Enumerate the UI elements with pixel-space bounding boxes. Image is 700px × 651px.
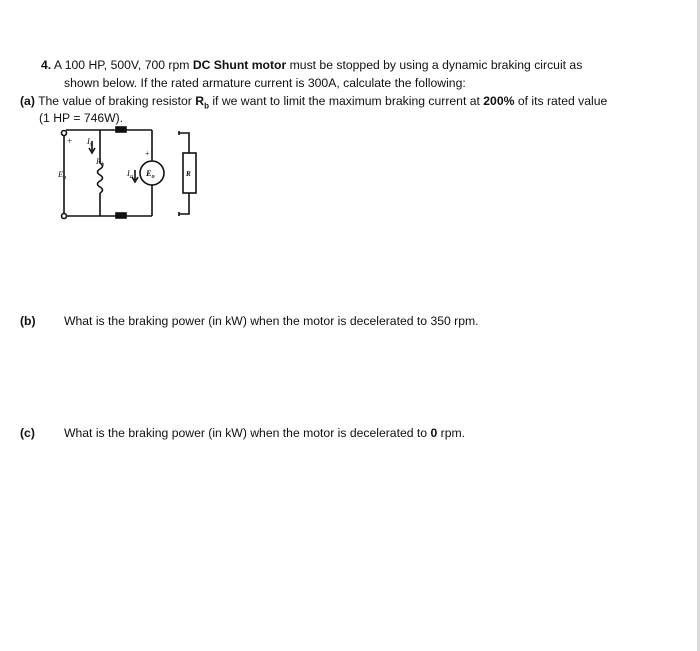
- braking-resistor-symbol: $R_b$: [195, 94, 209, 111]
- plus-sign-left: +: [67, 136, 73, 146]
- motor-type: DC Shunt motor: [192, 58, 287, 72]
- bottom-contact: [116, 213, 126, 218]
- percent-value: 200%: [483, 94, 515, 108]
- part-b-label: (b): [20, 314, 36, 328]
- rx-label: $R_b$: [96, 156, 105, 168]
- resistor-lead-top: [179, 133, 189, 153]
- resistor-lead-bottom: [179, 193, 189, 214]
- zero-rpm-value: 0: [430, 426, 438, 440]
- part-c-text: What is the braking power (in kW) when the motor is decelerated to 0 rpm.: [64, 426, 466, 440]
- plus-sign-armature: +: [145, 149, 150, 158]
- part-a-line-2: (1 HP = 746W).: [39, 111, 124, 125]
- top-contact: [116, 127, 126, 132]
- question-line-1: 4. A 100 HP, 500V, 700 rpm DC Shunt motor must be stopped by using a dynamic braking circuit as: [41, 58, 583, 72]
- bottom-terminal: [62, 214, 67, 219]
- part-a-label: (a): [20, 94, 35, 108]
- ea-label: $E_a$: [58, 169, 67, 181]
- ix-label: $I_x$: [87, 136, 93, 148]
- part-b-text: What is the braking power (in kW) when the motor is decelerated to 350 rpm.: [64, 314, 479, 328]
- part-a-line-1: (a) The value of braking resistor $R_b$ if we want to limit the maximum braking current at 200% of its rated value: [20, 94, 608, 111]
- dynamic-braking-circuit: [52, 123, 222, 228]
- question-number: 4.: [41, 58, 52, 72]
- part-c-label: (c): [20, 426, 35, 440]
- armature-circle: [140, 161, 164, 185]
- ia-label: $I_a$: [127, 168, 133, 180]
- question-line-2: shown below. If the rated armature current is 300A, calculate the following:: [64, 76, 466, 90]
- eo-label: $E_o$: [146, 168, 155, 180]
- r-label: R: [186, 170, 191, 178]
- top-terminal: [62, 131, 67, 136]
